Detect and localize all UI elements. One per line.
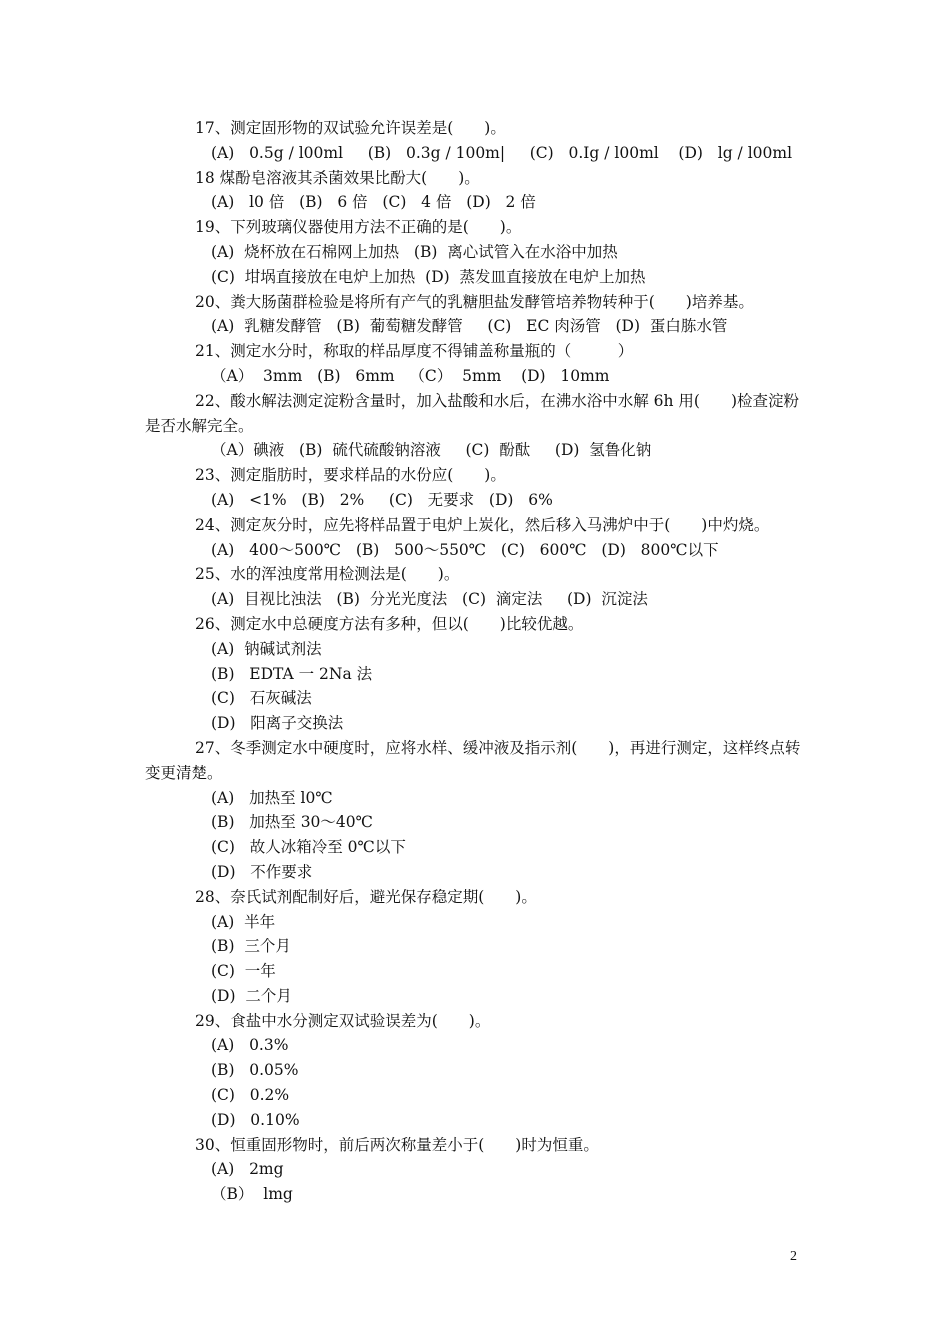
question-text: 25、水的浑浊度常用检测法是( )。 (195, 565, 460, 584)
answer-option: (A) 乳糖发酵管 (B) 葡萄糖发酵管 (C) EC 肉汤管 (D) 蛋白胨水管 (211, 317, 728, 336)
question-text: 22、酸水解法测定淀粉含量时，加入盐酸和水后，在沸水浴中水解 6h 用( )检查淀粉是否水解完全。 (145, 391, 800, 435)
answer-option: (A) 半年 (211, 912, 276, 931)
answer-option: (C) 坩埚直接放在电炉上加热 (D) 蒸发皿直接放在电炉上加热 (211, 267, 646, 286)
answer-option: (B) 加热至 30～40℃ (211, 813, 373, 832)
question-text: 28、奈氏试剂配制好后，避光保存稳定期( )。 (195, 887, 537, 906)
answer-option: (B) 0.05% (211, 1061, 299, 1080)
answer-option: (A) 0.5g / l00ml (B) 0.3g / 100m| (C) 0.Ig / l00ml (D) lg / l00ml (211, 143, 793, 162)
answer-option: (A) l0 倍 (B) 6 倍 (C) 4 倍 (D) 2 倍 (211, 193, 536, 212)
answer-option: (A) 2mg (211, 1160, 284, 1179)
question-text: 27、冬季测定水中硬度时，应将水样、缓冲液及指示剂( )，再进行测定，这样终点转变更清楚。 (145, 738, 801, 782)
question-text: 26、测定水中总硬度方法有多种，但以( )比较优越。 (195, 614, 584, 633)
question-text: 19、下列玻璃仪器使用方法不正确的是( )。 (195, 218, 522, 237)
question-text: 20、粪大肠菌群检验是将所有产气的乳糖胆盐发酵管培养物转种于( )培养基。 (195, 292, 754, 311)
question-text: 21、测定水分时，称取的样品厚度不得铺盖称量瓶的（ ） (195, 342, 634, 361)
answer-option: (C) 0.2% (211, 1086, 290, 1105)
page-number: 2 (790, 1249, 797, 1264)
answer-option: (D) 二个月 (211, 986, 292, 1005)
answer-option: (B) 三个月 (211, 937, 291, 956)
answer-option: (C) 一年 (211, 962, 276, 981)
question-text: 17、测定固形物的双试验允许误差是( )。 (195, 119, 506, 137)
answer-option: (B) EDTA 一 2Na 法 (211, 664, 373, 683)
answer-option: (D) 0.10% (211, 1110, 300, 1129)
answer-option: (A) 烧杯放在石棉网上加热 (B) 离心试管入在水浴中加热 (211, 242, 618, 261)
question-text: 30、恒重固形物时，前后两次称量差小于( )时为恒重。 (195, 1135, 599, 1154)
document-body (145, 116, 810, 1207)
answer-option: (D) 不作要求 (211, 862, 313, 881)
answer-option: (A) 400～500℃ (B) 500～550℃ (C) 600℃ (D) 800℃以下 (211, 540, 719, 559)
answer-option: （A）碘液 (B) 硫代硫酸钠溶液 (C) 酚酞 (D) 氢鲁化钠 (211, 441, 652, 460)
question-text: 18 煤酚皂溶液其杀菌效果比酚大( )。 (195, 168, 480, 187)
answer-option: (C) 石灰碱法 (211, 689, 312, 708)
question-text: 23、测定脂肪时，要求样品的水份应( )。 (195, 466, 506, 485)
answer-option: (A) 钠碱试剂法 (211, 639, 322, 658)
answer-option: (D) 阳离子交换法 (211, 714, 344, 733)
answer-option: （B） lmg (211, 1185, 293, 1204)
answer-option: (A) <1% (B) 2% (C) 无要求 (D) 6% (211, 490, 553, 509)
answer-option: (C) 故人冰箱冷至 0℃以下 (211, 838, 406, 857)
answer-option: (A) 0.3% (211, 1036, 289, 1055)
answer-option: (A) 目视比浊法 (B) 分光光度法 (C) 滴定法 (D) 沉淀法 (211, 590, 648, 609)
answer-option: （A） 3mm (B) 6mm （C） 5mm (D) 10mm (211, 366, 610, 385)
question-text: 29、食盐中水分测定双试验误差为( )。 (195, 1011, 491, 1030)
question-text: 24、测定灰分时，应先将样品置于电炉上炭化，然后移入马沸炉中于( )中灼烧。 (195, 515, 770, 534)
answer-option: (A) 加热至 l0℃ (211, 788, 333, 807)
